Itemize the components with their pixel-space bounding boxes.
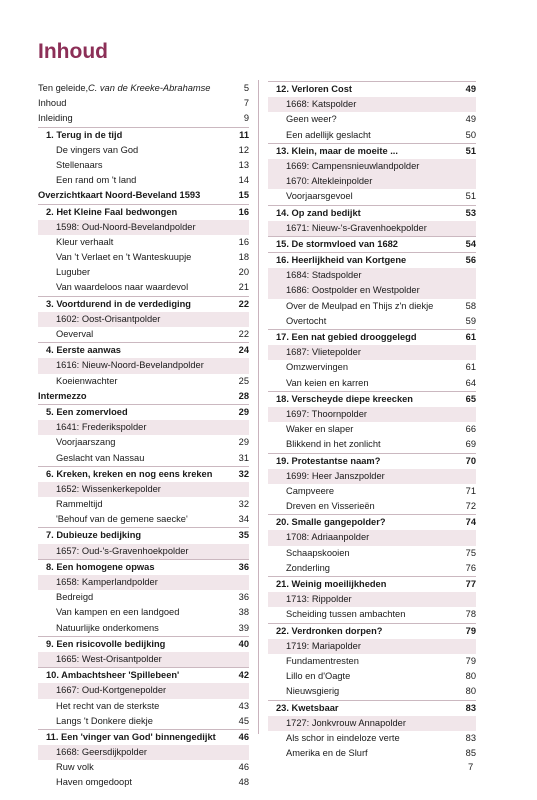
- toc-entry: [268, 345, 476, 360]
- toc-entry-page: 36: [238, 592, 249, 603]
- toc-entry: [38, 745, 249, 760]
- toc-entry-page: 83: [465, 702, 476, 713]
- toc-entry-title: Een rand om 't land: [56, 175, 137, 186]
- toc-entry-title: 22. Verdronken dorpen?: [276, 625, 383, 636]
- toc-entry-title: 15. De stormvloed van 1682: [276, 238, 398, 249]
- toc-entry-page: 59: [465, 315, 476, 326]
- toc-entry-title: Koeienwachter: [56, 375, 118, 386]
- toc-entry: [38, 235, 249, 250]
- toc-entry-title: Ruw volk: [56, 762, 94, 773]
- toc-entry: [268, 746, 476, 761]
- toc-entry-title: Intermezzo: [38, 390, 87, 401]
- toc-entry-title: Fundamentresten: [286, 655, 359, 666]
- toc-chapter-entry: [268, 453, 476, 469]
- toc-entry-page: 66: [465, 424, 476, 435]
- toc-entry-page: 48: [238, 777, 249, 788]
- toc-entry-page: 58: [465, 300, 476, 311]
- toc-entry: [38, 143, 249, 158]
- toc-entry: [268, 189, 476, 204]
- toc-entry-title: 7. Dubieuze bedijking: [46, 530, 142, 541]
- toc-entry-title: 3. Voortdurend in de verdediging: [46, 298, 191, 309]
- toc-entry-title: Overtocht: [286, 315, 327, 326]
- toc-entry-page: 46: [238, 731, 249, 742]
- toc-entry-page: 40: [238, 638, 249, 649]
- toc-entry-page: 24: [238, 345, 249, 356]
- toc-chapter-entry: [38, 527, 249, 543]
- toc-entry-title: Lillo en d'Oagte: [286, 671, 351, 682]
- toc-entry-title: Geslacht van Nassau: [56, 452, 145, 463]
- toc-entry-title: 1697: Thoornpolder: [286, 408, 367, 419]
- toc-column-right: [268, 81, 476, 761]
- toc-entry-page: 78: [465, 609, 476, 620]
- toc-entry-title: 13. Klein, maar de moeite ...: [276, 145, 398, 156]
- toc-entry-title: 1670: Altekleinpolder: [286, 176, 373, 187]
- toc-entry-title: 1671: Nieuw-'s-Gravenhoekpolder: [286, 222, 427, 233]
- toc-entry: [38, 590, 249, 605]
- toc-entry: [268, 607, 476, 622]
- toc-entry-page: 34: [238, 514, 249, 525]
- toc-entry-title: 1. Terug in de tijd: [46, 129, 123, 140]
- toc-entry-page: 14: [238, 175, 249, 186]
- toc-entry-title: 1668: Katspolder: [286, 99, 357, 110]
- toc-chapter-entry: [38, 404, 249, 420]
- toc-entry: [268, 174, 476, 189]
- toc-entry: [38, 683, 249, 698]
- toc-entry-page: 13: [238, 159, 249, 170]
- toc-entry: [38, 220, 249, 235]
- toc-entry-title: Voorjaarszang: [56, 437, 116, 448]
- toc-entry: [268, 314, 476, 329]
- toc-entry: [268, 268, 476, 283]
- toc-entry-page: 64: [465, 377, 476, 388]
- toc-entry-title: Scheiding tussen ambachten: [286, 609, 406, 620]
- column-divider: [258, 80, 259, 734]
- toc-chapter-entry: [38, 127, 249, 143]
- toc-entry-page: 9: [243, 113, 249, 124]
- toc-entry: [268, 112, 476, 127]
- toc-entry: [38, 605, 249, 620]
- toc-entry-title: 17. Een nat gebied drooggelegd: [276, 332, 417, 342]
- toc-entry-title: Haven omgedoopt: [56, 777, 132, 788]
- toc-entry-title: 1686: Oostpolder en Westpolder: [286, 285, 420, 296]
- toc-entry-title: Schaapskooien: [286, 547, 350, 558]
- toc-entry: [38, 760, 249, 775]
- toc-entry-page: 18: [238, 252, 249, 263]
- toc-entry: [38, 420, 249, 435]
- toc-entry-title: 2. Het Kleine Faal bedwongen: [46, 206, 178, 217]
- toc-entry: [38, 775, 249, 790]
- toc-entry-title: Stellenaars: [56, 159, 103, 170]
- toc-entry: [38, 482, 249, 497]
- toc-entry-title: De vingers van God: [56, 144, 139, 155]
- toc-entry: [268, 499, 476, 514]
- toc-entry-title: Rammeltijd: [56, 499, 103, 510]
- toc-entry-title: 10. Ambachtsheer 'Spillebeen': [46, 670, 180, 681]
- toc-entry: [38, 312, 249, 327]
- toc-entry-title: Luguber: [56, 267, 91, 278]
- toc-entry: [268, 731, 476, 746]
- toc-entry-page: 53: [465, 207, 476, 218]
- toc-entry-page: 71: [465, 485, 476, 496]
- toc-chapter-entry: [268, 143, 476, 159]
- toc-entry-page: 76: [465, 562, 476, 573]
- toc-entry: [268, 561, 476, 576]
- toc-entry-page: 61: [465, 332, 476, 342]
- toc-entry-title: Amerika en de Slurf: [286, 748, 368, 759]
- toc-entry-title: 19. Protestantse naam?: [276, 455, 381, 466]
- toc-entry-page: 83: [465, 732, 476, 743]
- toc-entry-title: Overzichtkaart Noord-Beveland 1593: [38, 190, 201, 201]
- toc-entry-title: Van waardeloos naar waardevol: [56, 282, 189, 293]
- toc-entry-page: 50: [465, 129, 476, 140]
- toc-entry-page: 65: [465, 393, 476, 404]
- toc-entry-title: 6. Kreken, kreken en nog eens kreken: [46, 468, 213, 479]
- toc-entry-title: Kleur verhaalt: [56, 236, 114, 247]
- toc-entry: [38, 250, 249, 265]
- toc-chapter-entry: [268, 576, 476, 592]
- toc-entry-page: 22: [238, 298, 249, 309]
- toc-chapter-entry: [268, 205, 476, 221]
- toc-entry-title: 4. Eerste aanwas: [46, 345, 121, 356]
- toc-chapter-entry: [38, 466, 249, 482]
- toc-chapter-entry: [268, 81, 476, 97]
- toc-entry-title: 1668: Geersdijkpolder: [56, 747, 147, 758]
- toc-entry: [38, 358, 249, 373]
- toc-entry: [268, 546, 476, 561]
- toc-entry-title: Inhoud: [38, 98, 67, 109]
- toc-entry-page: 38: [238, 607, 249, 618]
- toc-entry-page: 77: [465, 579, 476, 589]
- toc-entry: [38, 81, 249, 96]
- toc-entry-page: 74: [465, 517, 476, 528]
- toc-entry-page: 79: [465, 625, 476, 636]
- toc-entry-title: 1652: Wissenkerkepolder: [56, 483, 161, 494]
- toc-entry-title: Dreven en Visserieën: [286, 501, 375, 512]
- toc-entry-page: 45: [238, 715, 249, 726]
- toc-chapter-entry: [268, 236, 476, 252]
- toc-chapter-entry: [38, 204, 249, 220]
- toc-entry: [38, 699, 249, 714]
- toc-chapter-entry: [268, 391, 476, 407]
- toc-entry-page: 49: [465, 84, 476, 94]
- toc-entry: [268, 283, 476, 298]
- toc-entry-title: Van 't Verlaet en 't Wanteskuupje: [56, 252, 192, 263]
- toc-chapter-entry: [38, 729, 249, 745]
- toc-entry: [268, 221, 476, 236]
- toc-entry-title: 1667: Oud-Kortgenepolder: [56, 685, 167, 696]
- toc-chapter-entry: [38, 389, 249, 404]
- toc-entry-author: C. van de Kreeke-Abrahamse: [88, 83, 211, 93]
- toc-entry: [38, 544, 249, 559]
- toc-entry-title: 1699: Heer Janszpolder: [286, 470, 385, 481]
- toc-entry-page: 39: [238, 622, 249, 633]
- toc-entry-title: Nieuwsgierig: [286, 686, 340, 697]
- toc-entry-page: 32: [238, 468, 249, 479]
- toc-entry: [38, 111, 249, 126]
- toc-entry-page: 32: [238, 499, 249, 510]
- toc-entry-title: Zonderling: [286, 562, 330, 573]
- toc-entry-page: 15: [238, 190, 249, 201]
- toc-entry-page: 25: [238, 375, 249, 386]
- toc-entry-title: 1719: Mariapolder: [286, 640, 361, 651]
- toc-chapter-entry: [268, 623, 476, 639]
- toc-chapter-entry: [268, 252, 476, 268]
- toc-entry: [38, 512, 249, 527]
- toc-entry-page: 16: [238, 236, 249, 247]
- toc-entry: [38, 158, 249, 173]
- toc-entry: [268, 360, 476, 375]
- toc-entry-page: 5: [243, 83, 249, 93]
- toc-entry: [268, 159, 476, 174]
- toc-entry-title: 5. Een zomervloed: [46, 406, 128, 417]
- toc-entry-title: Voorjaarsgevoel: [286, 191, 353, 202]
- toc-entry-title: 1657: Oud-'s-Gravenhoekpolder: [56, 545, 189, 556]
- toc-entry-page: 51: [465, 145, 476, 156]
- toc-entry-title: Waker en slaper: [286, 424, 354, 435]
- toc-entry-page: 29: [238, 437, 249, 448]
- toc-entry: [268, 639, 476, 654]
- toc-entry-title: Campveere: [286, 485, 335, 496]
- toc-entry-title: 23. Kwetsbaar: [276, 702, 339, 713]
- toc-entry-title: 1658: Kamperlandpolder: [56, 577, 158, 587]
- toc-chapter-entry: [38, 559, 249, 575]
- toc-entry-title: 9. Een risicovolle bedijking: [46, 638, 166, 649]
- toc-entry: [268, 716, 476, 731]
- toc-entry: [38, 96, 249, 111]
- toc-entry-page: 80: [465, 686, 476, 697]
- toc-entry-page: 43: [238, 700, 249, 711]
- toc-entry-page: 72: [465, 501, 476, 512]
- toc-entry-title: Het recht van de sterkste: [56, 700, 160, 711]
- toc-entry-title: Als schor in eindeloze verte: [286, 732, 400, 743]
- toc-entry-title: Langs 't Donkere diekje: [56, 715, 153, 726]
- page-title: Inhoud: [38, 40, 108, 63]
- toc-entry-page: 75: [465, 547, 476, 558]
- toc-entry-page: 49: [465, 114, 476, 125]
- toc-chapter-entry: [38, 188, 249, 203]
- toc-entry-title: 1684: Stadspolder: [286, 270, 362, 281]
- toc-entry-title: 1708: Adriaanpolder: [286, 532, 370, 543]
- toc-entry: [38, 327, 249, 342]
- toc-entry: [268, 669, 476, 684]
- toc-entry: [38, 173, 249, 188]
- toc-entry-page: 69: [465, 439, 476, 450]
- toc-entry-page: 31: [238, 452, 249, 463]
- toc-entry: [268, 299, 476, 314]
- toc-entry: [268, 437, 476, 452]
- toc-entry: [268, 469, 476, 484]
- toc-entry-page: 7: [243, 98, 249, 109]
- toc-entry-page: 79: [465, 655, 476, 666]
- toc-entry: [38, 497, 249, 512]
- page-number: 7: [468, 762, 474, 773]
- toc-entry-page: 22: [238, 329, 249, 339]
- toc-entry-title: 8. Een homogene opwas: [46, 561, 155, 572]
- toc-entry-title: Geen weer?: [286, 114, 337, 125]
- toc-entry-title: 11. Een 'vinger van God' binnengedijkt: [46, 731, 216, 742]
- toc-entry-page: 70: [465, 455, 476, 466]
- toc-entry-title: Inleiding: [38, 113, 73, 124]
- toc-entry: [38, 621, 249, 636]
- toc-entry-title: 16. Heerlijkheid van Kortgene: [276, 255, 407, 266]
- toc-entry-title: Van keien en karren: [286, 377, 369, 388]
- toc-entry-title: Bedreigd: [56, 592, 94, 603]
- toc-entry-page: 46: [238, 762, 249, 773]
- toc-entry-title: 12. Verloren Cost: [276, 84, 352, 94]
- toc-entry: [268, 128, 476, 143]
- toc-entry-page: 85: [465, 748, 476, 759]
- toc-entry-page: 61: [465, 362, 476, 373]
- toc-entry: [268, 422, 476, 437]
- toc-entry-title: 'Behouf van de gemene saecke': [56, 514, 188, 525]
- toc-entry-title: 1669: Campensnieuwlandpolder: [286, 160, 420, 171]
- toc-chapter-entry: [268, 700, 476, 716]
- toc-entry: [268, 592, 476, 607]
- toc-column-left: [38, 81, 249, 791]
- toc-entry: [38, 374, 249, 389]
- toc-entry-page: 56: [465, 255, 476, 266]
- toc-entry-title: 1616: Nieuw-Noord-Bevelandpolder: [56, 360, 204, 371]
- toc-chapter-entry: [268, 514, 476, 530]
- toc-entry-title: 1713: Rippolder: [286, 594, 352, 605]
- toc-entry-title: Omzwervingen: [286, 362, 349, 373]
- toc-entry-title: 21. Weinig moeilijkheden: [276, 579, 387, 589]
- toc-entry-title: 20. Smalle gangepolder?: [276, 517, 386, 528]
- toc-entry-title: Ten geleide,: [38, 83, 89, 93]
- toc-entry: [38, 280, 249, 295]
- toc-entry-page: 51: [465, 191, 476, 202]
- toc-entry-page: 35: [238, 530, 249, 541]
- toc-entry-page: 29: [238, 406, 249, 417]
- toc-entry: [268, 484, 476, 499]
- toc-entry: [268, 530, 476, 545]
- toc-chapter-entry: [38, 342, 249, 358]
- toc-entry-title: Natuurlijke onderkomens: [56, 622, 159, 633]
- toc-entry-title: 1665: West-Orisantpolder: [56, 653, 162, 664]
- toc-entry-title: Over de Meulpad en Thijs z'n diekje: [286, 300, 434, 311]
- toc-entry-page: 11: [239, 129, 249, 140]
- toc-entry: [38, 714, 249, 729]
- toc-entry-title: Van kampen en een landgoed: [56, 607, 180, 618]
- toc-entry-title: 1727: Jonkvrouw Annapolder: [286, 717, 406, 728]
- toc-entry: [38, 575, 249, 590]
- toc-entry-title: Oeverval: [56, 329, 94, 339]
- toc-entry: [268, 684, 476, 699]
- toc-chapter-entry: [268, 329, 476, 345]
- toc-entry-page: 28: [238, 390, 249, 401]
- toc-entry: [38, 451, 249, 466]
- toc-entry-title: 1687: Vlietepolder: [286, 347, 361, 358]
- toc-entry-title: Blikkend in het zonlicht: [286, 439, 381, 450]
- toc-entry-page: 36: [238, 561, 249, 572]
- toc-entry-title: 1641: Frederikspolder: [56, 422, 147, 433]
- toc-entry-title: 1598: Oud-Noord-Bevelandpolder: [56, 221, 196, 232]
- toc-entry-title: 1602: Oost-Orisantpolder: [56, 313, 161, 324]
- toc-entry: [38, 435, 249, 450]
- toc-entry: [268, 376, 476, 391]
- toc-chapter-entry: [38, 296, 249, 312]
- toc-entry: [38, 265, 249, 280]
- toc-entry-page: 42: [238, 670, 249, 681]
- toc-entry-page: 12: [238, 144, 249, 155]
- toc-entry-page: 16: [238, 206, 249, 217]
- toc-entry: [38, 652, 249, 667]
- toc-entry-page: 21: [238, 282, 249, 293]
- toc-entry-title: 14. Op zand bedijkt: [276, 207, 361, 218]
- toc-chapter-entry: [38, 667, 249, 683]
- toc-entry: [268, 97, 476, 112]
- toc-entry-title: 18. Verscheyde diepe kreecken: [276, 393, 413, 404]
- toc-entry-page: 54: [465, 238, 476, 249]
- toc-entry-page: 80: [465, 671, 476, 682]
- toc-entry: [268, 654, 476, 669]
- toc-entry: [268, 407, 476, 422]
- toc-entry-page: 20: [238, 267, 249, 278]
- toc-entry-title: Een adellijk geslacht: [286, 129, 371, 140]
- toc-chapter-entry: [38, 636, 249, 652]
